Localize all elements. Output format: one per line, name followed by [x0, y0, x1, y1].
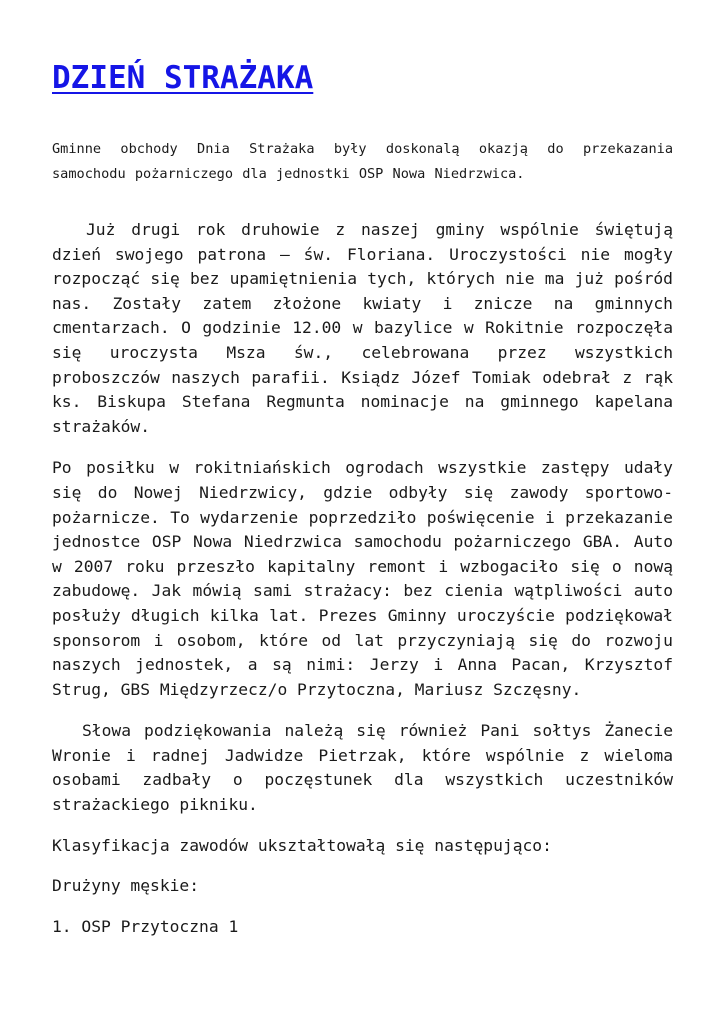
- article-title-link[interactable]: DZIEŃ STRAŻAKA: [52, 60, 314, 96]
- classification-heading: Klasyfikacja zawodów ukształtowałą się następująco:: [52, 835, 552, 855]
- ranking-item-1: 1. OSP Przytoczna 1: [52, 916, 239, 936]
- article-paragraph-3: Słowa podziękowania należą się również Pani sołtys Żanecie Wronie i radnej Jadwidze Pietrzak, które wspólnie z wieloma osobami zadbały o poczęstunek dla wszystkich uczestników strażackiego pikniku.: [52, 721, 673, 815]
- article: [52, 0, 673, 939]
- article-paragraph-1: Już drugi rok druhowie z naszej gminy wspólnie świętują dzień swojego patrona – św. Floriana. Uroczystości nie mogły rozpocząć się bez upamiętnienia tych, których nie ma już pośród nas. Zostały zatem złożone kwiaty i znicze na gminnych cmentarzach. O godzinie 12.00 w bazylice w Rokitnie rozpoczęła się uroczysta Msza św., celebrowana przez wszystkich proboszczów naszych parafii. Ksiądz Józef Tomiak odebrał z rąk ks. Biskupa Stefana Regmunta nominacje na gminnego kapelana strażaków.: [52, 220, 673, 436]
- mens-teams-heading: Drużyny męskie:: [52, 876, 200, 896]
- article-lead: Gminne obchody Dnia Strażaka były doskonalą okazją do przekazania samochodu pożarniczego dla jednostki OSP Nowa Niedrzwica.: [52, 141, 673, 182]
- article-paragraph-2: Po posiłku w rokitniańskich ogrodach wszystkie zastępy udały się do Nowej Niedrzwicy, gdzie odbyły się zawody sportowo-pożarnicze. To wydarzenie poprzedziło poświęcenie i przekazanie jednostce OSP Nowa Niedrzwica samochodu pożarniczego GBA. Auto w 2007 roku przeszło kapitalny remont i wzbogaciło się o nową zabudowę. Jak mówią sami strażacy: bez cienia wątpliwości auto posłuży długich kilka lat. Prezes Gminny uroczyście podziękował sponsorom i osobom, które od lat przyczyniają się do rozwoju naszych jednostek, a są nimi: Jerzy i Anna Pacan, Krzysztof Strug, GBS Międzyrzecz/o Przytoczna, Mariusz Szczęsny.: [52, 458, 673, 699]
